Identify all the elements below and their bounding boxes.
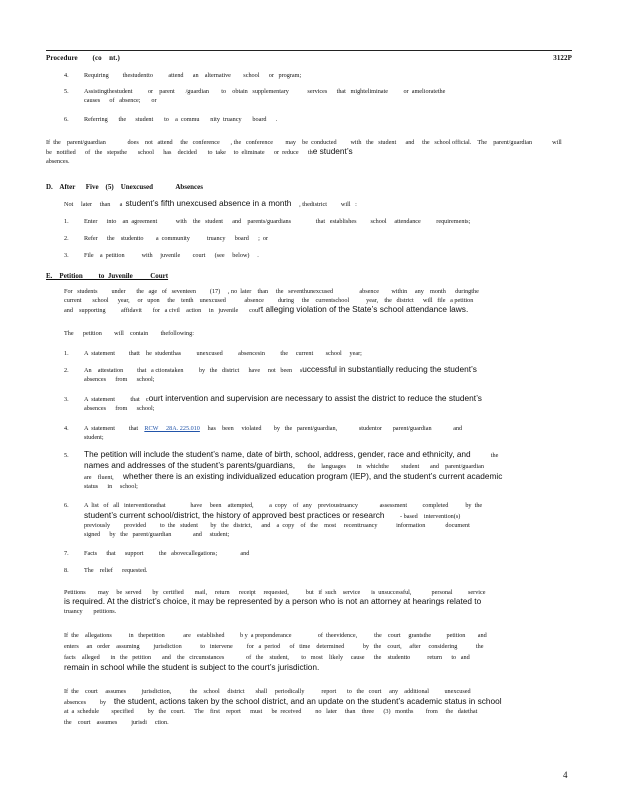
list-number: 5. xyxy=(64,452,69,459)
paragraph-petition-line xyxy=(64,305,544,315)
paragraph-service: Petitions may be served by certified mail, return receipt requested, but if such service is unsuccessful, personal service xyxy=(64,589,486,596)
paragraph-jurisdiction: If the court assumes jurisdiction, the school district shall periodically report to the court any additional unexcused xyxy=(64,688,471,695)
header-procedure-label: Procedure (co nt.) xyxy=(46,54,120,62)
list-item-text-large: names and addresses of the student’s parents/guardians, xyxy=(84,460,296,470)
list-number: 1. xyxy=(64,350,69,357)
list-item-continuation: student; xyxy=(84,434,104,441)
list-item-text: has been violated by the parent/guardian, studentor parent/guardian and xyxy=(199,425,463,432)
list-item-text-large: student’s current school/district, the history of approved best practices or research xyxy=(84,510,385,520)
list-number: 3. xyxy=(64,396,69,403)
paragraph-text: If the parent/guardian does not attend the conference , the conference may be conducted with the student and the school official. The parent/guardian will be notified of the stepsthe school has decided to take to eliminate or reduce th xyxy=(46,139,567,157)
paragraph-allegations: If the allegations in thepetition are established b y a preponderance of theevidence, the court grantsthe petition and xyxy=(64,632,487,639)
section-d-heading: D. After Five (5) Unexcused Absences xyxy=(46,183,203,191)
list-number: 8. xyxy=(64,567,69,574)
paragraph-allegations: enters an order assuming jurisdiction to intervene for a period of time determined by the court, after considering the xyxy=(64,643,484,650)
header-rule xyxy=(46,50,572,51)
list-item: Facts that support the abovecallegations; and xyxy=(84,550,250,557)
paragraph-conference xyxy=(46,139,572,173)
list-item-text: - based intervention(s) xyxy=(384,513,461,520)
list-item-text-large: The petition will include the student’s name, date of birth, school, address, gender, race and ethnicity, and xyxy=(84,449,471,459)
paragraph-text-large: rt alleging violation of the State’s school attendance laws. xyxy=(258,304,469,314)
list-item xyxy=(84,425,544,433)
list-item-continuation: status in school; xyxy=(84,483,138,490)
paragraph-text: , thedistrict will : xyxy=(291,201,357,208)
list-item-continuation xyxy=(84,511,544,521)
petition-intro: The petition will contain thefollowing: xyxy=(64,330,194,337)
list-item xyxy=(84,394,544,404)
list-item: Refer the studentto a community truancy board ; or xyxy=(84,235,269,242)
rcw-link[interactable]: RCW 28A. 225.010 xyxy=(144,425,200,432)
list-number: 6. xyxy=(64,502,69,509)
paragraph-text: and supporting affidavit for a civil action in juvenile cou xyxy=(64,307,259,314)
list-item-text: An attestation that a ctionstaken by the district have not been s xyxy=(84,367,303,374)
list-item-text: A statement that xyxy=(84,425,145,432)
list-item xyxy=(84,450,544,460)
page-header xyxy=(46,54,572,66)
list-item: Requiring thestudentto attend an alternative school or program; xyxy=(84,72,302,79)
list-item: The relief requested. xyxy=(84,567,148,574)
list-number: 4. xyxy=(64,72,69,79)
list-number: 2. xyxy=(64,235,69,242)
list-item: Referring the student to a commu nity truancy board . xyxy=(84,116,278,123)
list-item-text-large: ourt intervention and supervision are necessary to assist the district to reduce the student’s xyxy=(148,393,482,403)
section-e-heading: E. Petition to Juvenile Court xyxy=(46,272,169,280)
paragraph-text: absences. xyxy=(46,157,70,165)
list-number: 6. xyxy=(64,116,69,123)
paragraph-petition-line: current school year, or upon the tenth unexcused absence during the currentschool year, the district will file a petition xyxy=(64,297,474,304)
list-number: 2. xyxy=(64,367,69,374)
list-item-continuation: absences from school; xyxy=(84,376,155,383)
list-number: 4. xyxy=(64,425,69,432)
list-item-text: the xyxy=(470,452,499,459)
paragraph-text: Not later than a xyxy=(64,201,126,208)
list-item-continuation: absences from school; xyxy=(84,405,155,412)
paragraph-petition-line: For students under the age of seventeen (17) , no later than the seventhunexcused absence within any month duringthe xyxy=(64,288,479,295)
list-item-text: the languages in whichthe student and parent/guardian xyxy=(295,463,484,470)
list-item: Enter into an agreement with the student and parents/guardians that establishes school attendance requirements; xyxy=(84,218,471,225)
list-number: 1. xyxy=(64,218,69,225)
list-number: 5. xyxy=(64,88,69,95)
paragraph-text-large: student’s fifth unexcused absence in a month xyxy=(125,198,292,208)
paragraph-text-large: e student’s xyxy=(312,146,353,157)
list-item-continuation xyxy=(84,472,544,482)
list-item-continuation: signed by the parent/guardian and student; xyxy=(84,531,230,538)
paragraph-jurisdiction: at a schedule specified by the court. The first report must be received no later than three (3) months from the datethat xyxy=(64,708,478,715)
paragraph-allegations: facts alleged in the petition and the circumstances of the student, to most likely cause the studentto return to and xyxy=(64,654,470,661)
list-number: 7. xyxy=(64,550,69,557)
list-item xyxy=(84,365,544,375)
paragraph-jurisdiction: the court assumes jurisdi ction. xyxy=(64,719,169,726)
list-item-text: are fluent, xyxy=(84,474,124,481)
list-item-continuation: previously provided to the student by the district, and a copy of the most recenttruancy information document xyxy=(84,522,470,529)
paragraph-fifth-absence xyxy=(64,199,544,209)
list-item-continuation: causes of absence; or xyxy=(84,97,157,104)
paragraph-jurisdiction xyxy=(64,697,544,707)
paragraph-service-large: is required. At the district’s choice, it may be represented by a person who is not an attorney at hearings related to xyxy=(64,596,482,606)
paragraph-service: truancy petitions. xyxy=(64,608,117,615)
paragraph-text: absences by xyxy=(64,699,114,706)
list-item-text-large: uccessful in substantially reducing the student’s xyxy=(302,364,477,374)
paragraph-text-large: the student, actions taken by the school district, and an update on the student’s academic status in school xyxy=(113,696,502,706)
list-item-text-large: whether there is an existing individualized education program (IEP), and the student’s current academic xyxy=(123,471,503,481)
list-number: 3. xyxy=(64,252,69,259)
paragraph-allegations-large: remain in school while the student is subject to the court’s jurisdiction. xyxy=(64,662,320,672)
list-item: A list of all interventionsthat have been attempted, a copy of any previoustruancy assessment completed by the xyxy=(84,502,483,509)
list-item: Assistingthestudent or parent /guardian to obtain supplementary services that mighteliminate or amelioratethe xyxy=(84,88,446,95)
list-item-text: A statement that c xyxy=(84,396,149,403)
page-number: 4 xyxy=(563,770,568,780)
header-policy-number: 3122P xyxy=(553,54,572,62)
list-item-continuation xyxy=(84,461,544,471)
list-item: A statement thatt he studenthas unexcused absencesin the current school year; xyxy=(84,350,362,357)
list-item: File a petition with juvenile court (see below) . xyxy=(84,252,259,259)
